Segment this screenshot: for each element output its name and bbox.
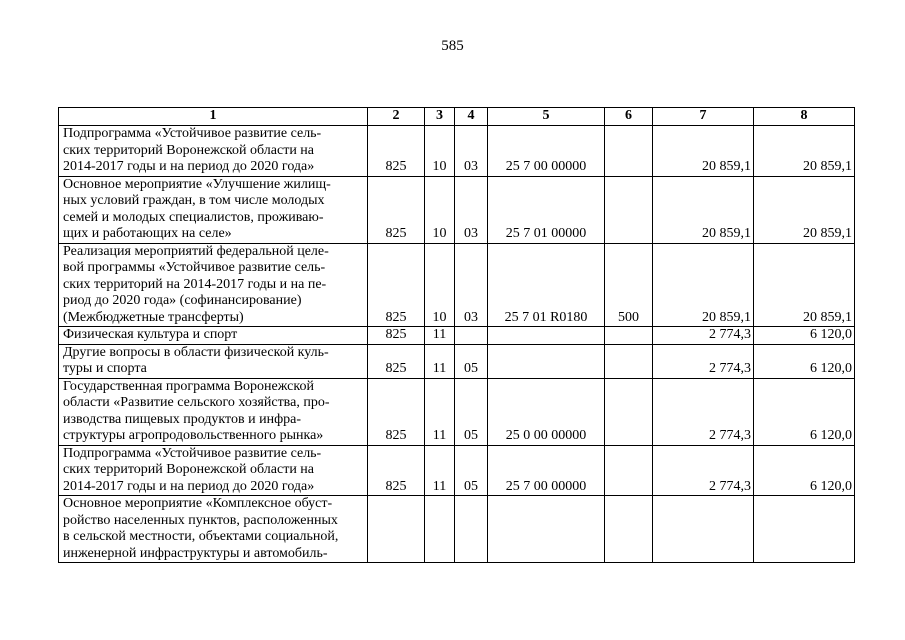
name-line: ских территорий Воронежской области на: [63, 142, 315, 158]
cell-expense-type: [605, 378, 653, 445]
row-name: [59, 243, 368, 327]
cell-expense-type: [605, 126, 653, 177]
name-line: ных условий граждан, в том числе молодых: [63, 193, 325, 208]
col-header-4: 4: [455, 108, 488, 126]
cell-amount-8: 6 120,0: [754, 344, 855, 378]
name-line: области «Развитие сельского хозяйства, про-: [63, 395, 330, 410]
name-line: (Межбюджетные трансферты): [63, 309, 244, 325]
cell-ministry: 825: [368, 176, 425, 243]
name-line: в сельской местности, объектами социальной,: [63, 529, 339, 544]
row-name: [59, 327, 368, 345]
cell-target-article: 25 0 00 00000: [488, 378, 605, 445]
cell-subsection: 03: [455, 126, 488, 177]
cell-section: [425, 496, 455, 563]
cell-amount-8: 6 120,0: [754, 445, 855, 496]
cell-section: 10: [425, 176, 455, 243]
row-name: [59, 344, 368, 378]
cell-ministry: 825: [368, 126, 425, 177]
header-row: [59, 108, 855, 126]
col-header-6: 6: [605, 108, 653, 126]
cell-target-article: [488, 327, 605, 345]
col-header-2: 2: [368, 108, 425, 126]
table-row: [59, 445, 855, 496]
name-line: ских территорий на 2014-2017 годы и на пе-: [63, 276, 327, 292]
cell-amount-8: 20 859,1: [754, 176, 855, 243]
row-name: [59, 176, 368, 243]
cell-subsection: 05: [455, 378, 488, 445]
cell-target-article: 25 7 00 00000: [488, 445, 605, 496]
name-line: Основное мероприятие «Комплексное обуст-: [63, 496, 333, 511]
cell-amount-7: 2 774,3: [653, 378, 754, 445]
cell-target-article: 25 7 00 00000: [488, 126, 605, 177]
cell-amount-7: 2 774,3: [653, 344, 754, 378]
cell-expense-type: [605, 327, 653, 345]
table-row: [59, 126, 855, 177]
cell-expense-type: [605, 344, 653, 378]
name-line: ских территорий Воронежской области на: [63, 462, 315, 477]
name-line: ройство населенных пунктов, расположенных: [63, 512, 338, 528]
cell-expense-type: 500: [605, 243, 653, 327]
name-line: изводства пищевых продуктов и инфра-: [63, 411, 302, 427]
cell-ministry: 825: [368, 378, 425, 445]
cell-ministry: [368, 496, 425, 563]
name-line: семей и молодых специалистов, проживаю-: [63, 209, 324, 225]
cell-ministry: 825: [368, 445, 425, 496]
name-line: 2014-2017 годы и на период до 2020 года»: [63, 159, 315, 174]
cell-section: 10: [425, 126, 455, 177]
cell-subsection: 05: [455, 344, 488, 378]
name-line: Государственная программа Воронежской: [63, 378, 314, 394]
table-row: [59, 378, 855, 445]
cell-amount-7: 20 859,1: [653, 243, 754, 327]
cell-amount-7: 2 774,3: [653, 445, 754, 496]
col-header-7: 7: [653, 108, 754, 126]
cell-expense-type: [605, 445, 653, 496]
name-line: Подпрограмма «Устойчивое развитие сель-: [63, 126, 322, 141]
table-row: [59, 243, 855, 327]
col-header-5: 5: [488, 108, 605, 126]
cell-amount-7: 20 859,1: [653, 176, 754, 243]
col-header-8: 8: [754, 108, 855, 126]
name-line: инженерной инфраструктуры и автомобиль-: [63, 545, 328, 561]
name-line: Основное мероприятие «Улучшение жилищ-: [63, 176, 331, 192]
cell-section: 11: [425, 344, 455, 378]
cell-amount-8: [754, 496, 855, 563]
cell-section: 11: [425, 445, 455, 496]
cell-target-article: 25 7 01 R0180: [488, 243, 605, 327]
cell-target-article: [488, 496, 605, 563]
cell-amount-8: 6 120,0: [754, 378, 855, 445]
table-row: [59, 496, 855, 563]
name-line: Реализация мероприятий федеральной целе-: [63, 243, 329, 259]
cell-amount-7: [653, 496, 754, 563]
page-number: 585: [441, 38, 464, 54]
name-line: 2014-2017 годы и на период до 2020 года»: [63, 478, 315, 494]
cell-expense-type: [605, 176, 653, 243]
name-line: туры и спорта: [63, 361, 147, 376]
name-line: Другие вопросы в области физической куль-: [63, 344, 329, 360]
cell-section: 10: [425, 243, 455, 327]
cell-ministry: 825: [368, 243, 425, 327]
name-line: Подпрограмма «Устойчивое развитие сель-: [63, 445, 322, 461]
name-line: риод до 2020 года» (софинансирование): [63, 293, 302, 308]
col-header-3: 3: [425, 108, 455, 126]
cell-subsection: 03: [455, 243, 488, 327]
row-name: [59, 445, 368, 496]
cell-section: 11: [425, 378, 455, 445]
budget-table: [58, 107, 855, 563]
cell-amount-8: 6 120,0: [754, 327, 855, 345]
row-name: [59, 496, 368, 563]
table-row: [59, 327, 855, 345]
cell-subsection: 03: [455, 176, 488, 243]
table-row: [59, 176, 855, 243]
cell-amount-8: 20 859,1: [754, 243, 855, 327]
cell-section: 11: [425, 327, 455, 345]
col-header-1: 1: [59, 108, 368, 126]
cell-ministry: 825: [368, 327, 425, 345]
cell-subsection: 05: [455, 445, 488, 496]
cell-target-article: [488, 344, 605, 378]
cell-ministry: 825: [368, 344, 425, 378]
name-line: Физическая культура и спорт: [63, 327, 238, 342]
name-line: структуры агропродовольственного рынка»: [63, 428, 324, 443]
cell-expense-type: [605, 496, 653, 563]
cell-amount-7: 20 859,1: [653, 126, 754, 177]
table-row: [59, 344, 855, 378]
cell-subsection: [455, 496, 488, 563]
cell-target-article: 25 7 01 00000: [488, 176, 605, 243]
cell-amount-8: 20 859,1: [754, 126, 855, 177]
name-line: щих и работающих на селе»: [63, 226, 232, 241]
name-line: вой программы «Устойчивое развитие сель-: [63, 260, 326, 275]
cell-subsection: [455, 327, 488, 345]
row-name: [59, 378, 368, 445]
row-name: [59, 126, 368, 177]
cell-amount-7: 2 774,3: [653, 327, 754, 345]
